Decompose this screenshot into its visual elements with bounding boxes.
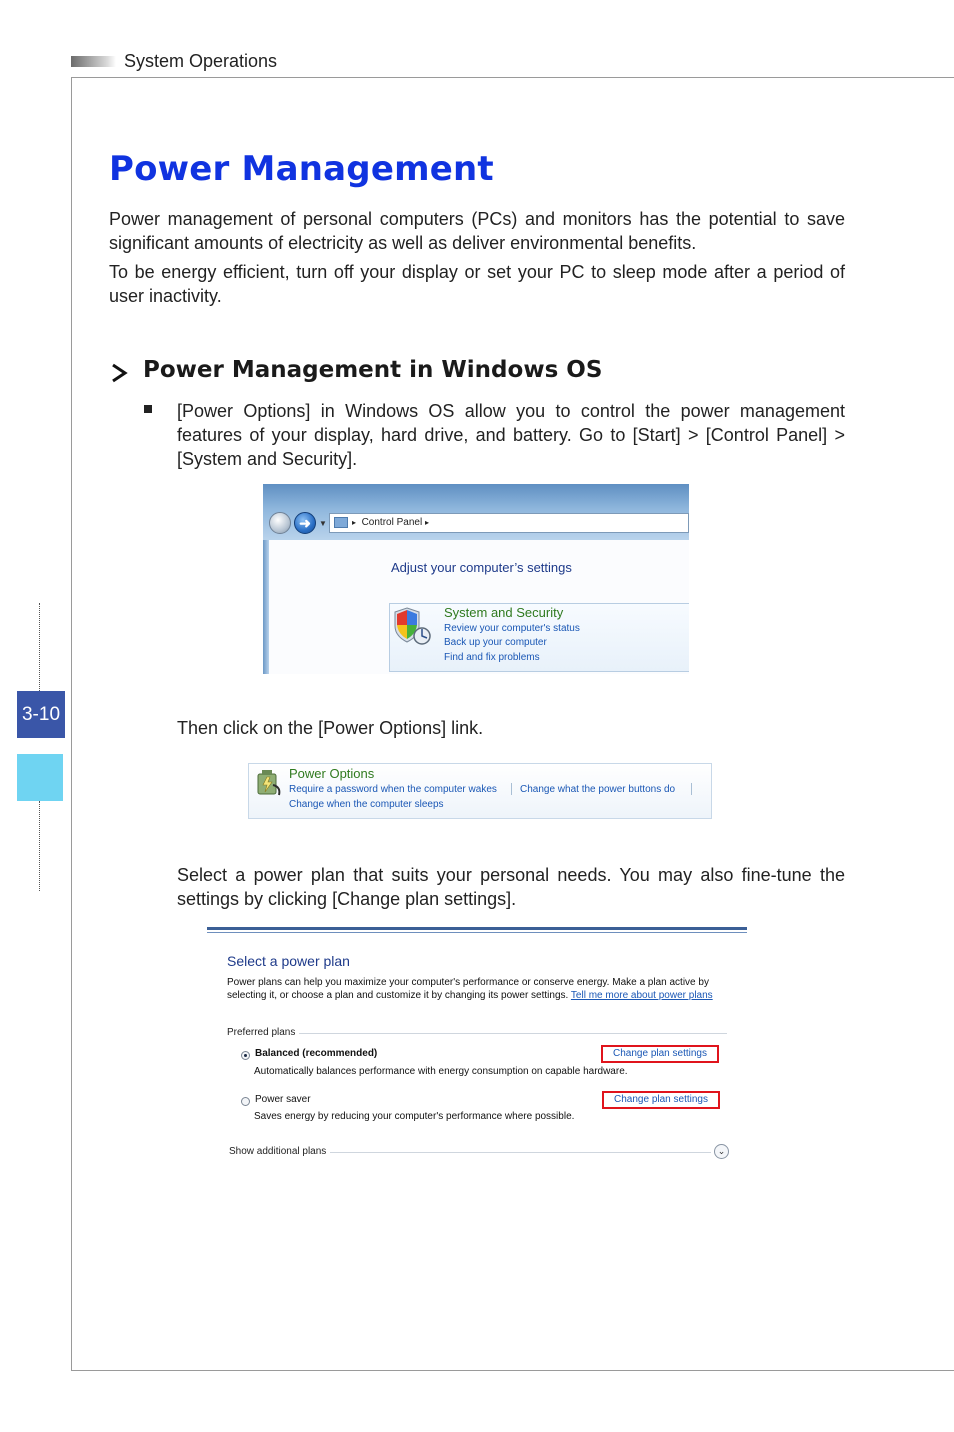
forward-button[interactable]: ➜ <box>294 512 316 534</box>
radio-power-saver[interactable] <box>241 1097 250 1106</box>
breadcrumb-control-panel[interactable]: Control Panel <box>361 517 423 528</box>
control-panel-screenshot <box>263 484 689 674</box>
page-frame-left <box>71 77 72 1371</box>
bullet-square-icon <box>144 405 152 413</box>
power-plan-screenshot <box>207 927 747 1167</box>
chevron-right-icon <box>109 360 131 386</box>
window-top-line <box>207 932 747 933</box>
link-power-buttons[interactable]: Change what the power buttons do <box>520 784 676 795</box>
page-number-tab: 3-10 <box>17 691 65 738</box>
breadcrumb-arrow-icon[interactable]: ▸ <box>424 518 429 527</box>
link-separator <box>691 783 692 795</box>
window-top-bar <box>207 927 747 930</box>
group-divider <box>227 1033 727 1034</box>
side-dotted-line-top <box>39 603 40 691</box>
link-change-sleep[interactable]: Change when the computer sleeps <box>289 799 444 810</box>
tell-me-more-link[interactable]: Tell me more about power plans <box>570 990 713 1001</box>
power-plan-description <box>227 976 727 1002</box>
system-security-title[interactable]: System and Security <box>444 605 564 620</box>
power-plan-heading: Select a power plan <box>227 953 350 969</box>
plan-desc-balanced: Automatically balances performance with energy consumption on capable hardware. <box>254 1066 628 1077</box>
page-tab-accent <box>17 754 63 801</box>
control-panel-heading: Adjust your computer’s settings <box>391 560 572 575</box>
plan-desc-power-saver: Saves energy by reducing your computer's performance where possible. <box>254 1111 575 1122</box>
bullet-text: [Power Options] in Windows OS allow you to control the power management features of your display, hard drive, and battery. Go to [Start] > [Control Panel] > [System and Security]. <box>177 401 845 469</box>
link-require-password[interactable]: Require a password when the computer wakes <box>289 784 497 795</box>
history-dropdown-icon[interactable]: ▼ <box>319 519 327 528</box>
link-separator <box>511 783 512 795</box>
breadcrumb-separator-icon: ▸ <box>352 518 357 527</box>
link-back-up[interactable]: Back up your computer <box>444 637 547 648</box>
radio-balanced[interactable] <box>241 1051 250 1060</box>
change-plan-settings-power-saver[interactable]: Change plan settings <box>602 1091 720 1109</box>
show-additional-plans[interactable]: Show additional plans <box>229 1146 330 1157</box>
header-gradient-bar <box>71 56 116 67</box>
change-plan-settings-balanced[interactable]: Change plan settings <box>601 1045 719 1063</box>
shield-icon <box>392 606 432 648</box>
page-frame-bottom <box>71 1370 954 1371</box>
chevron-down-icon[interactable]: ⌄ <box>714 1144 729 1159</box>
preferred-plans-label: Preferred plans <box>227 1027 299 1038</box>
section-header: System Operations <box>124 51 278 71</box>
power-options-title[interactable]: Power Options <box>289 766 375 781</box>
address-bar[interactable] <box>329 513 689 533</box>
folder-icon <box>334 517 348 528</box>
back-button[interactable] <box>269 512 291 534</box>
step2-text: Then click on the [Power Options] link. <box>177 718 484 738</box>
power-options-icon <box>253 767 285 799</box>
power-options-screenshot <box>248 763 712 819</box>
plan-name-power-saver[interactable]: Power saver <box>255 1094 311 1105</box>
window-left-border <box>263 540 269 674</box>
intro-paragraph-2: To be energy efficient, turn off your display or set your PC to sleep mode after a period of user inactivity. <box>109 262 845 306</box>
link-find-fix[interactable]: Find and fix problems <box>444 652 540 663</box>
page-title: Power Management <box>109 149 494 189</box>
header-rule <box>71 77 954 78</box>
intro-paragraph-1: Power management of personal computers (PCs) and monitors has the potential to save significant amounts of electricity as well as deliver environmental benefits. <box>109 209 845 253</box>
section-subheading: Power Management in Windows OS <box>143 357 603 383</box>
step3-text: Select a power plan that suits your personal needs. You may also fine-tune the settings by clicking [Change plan settings]. <box>177 865 845 909</box>
link-review-status[interactable]: Review your computer's status <box>444 623 580 634</box>
side-dotted-line-bottom <box>39 801 40 891</box>
plan-name-balanced[interactable]: Balanced (recommended) <box>255 1048 378 1059</box>
power-plan-description-text: Power plans can help you maximize your computer's performance or conserve energy. Make a plan active by selecting it, or choose a plan and customize it by changing its power settings. <box>227 977 709 1001</box>
